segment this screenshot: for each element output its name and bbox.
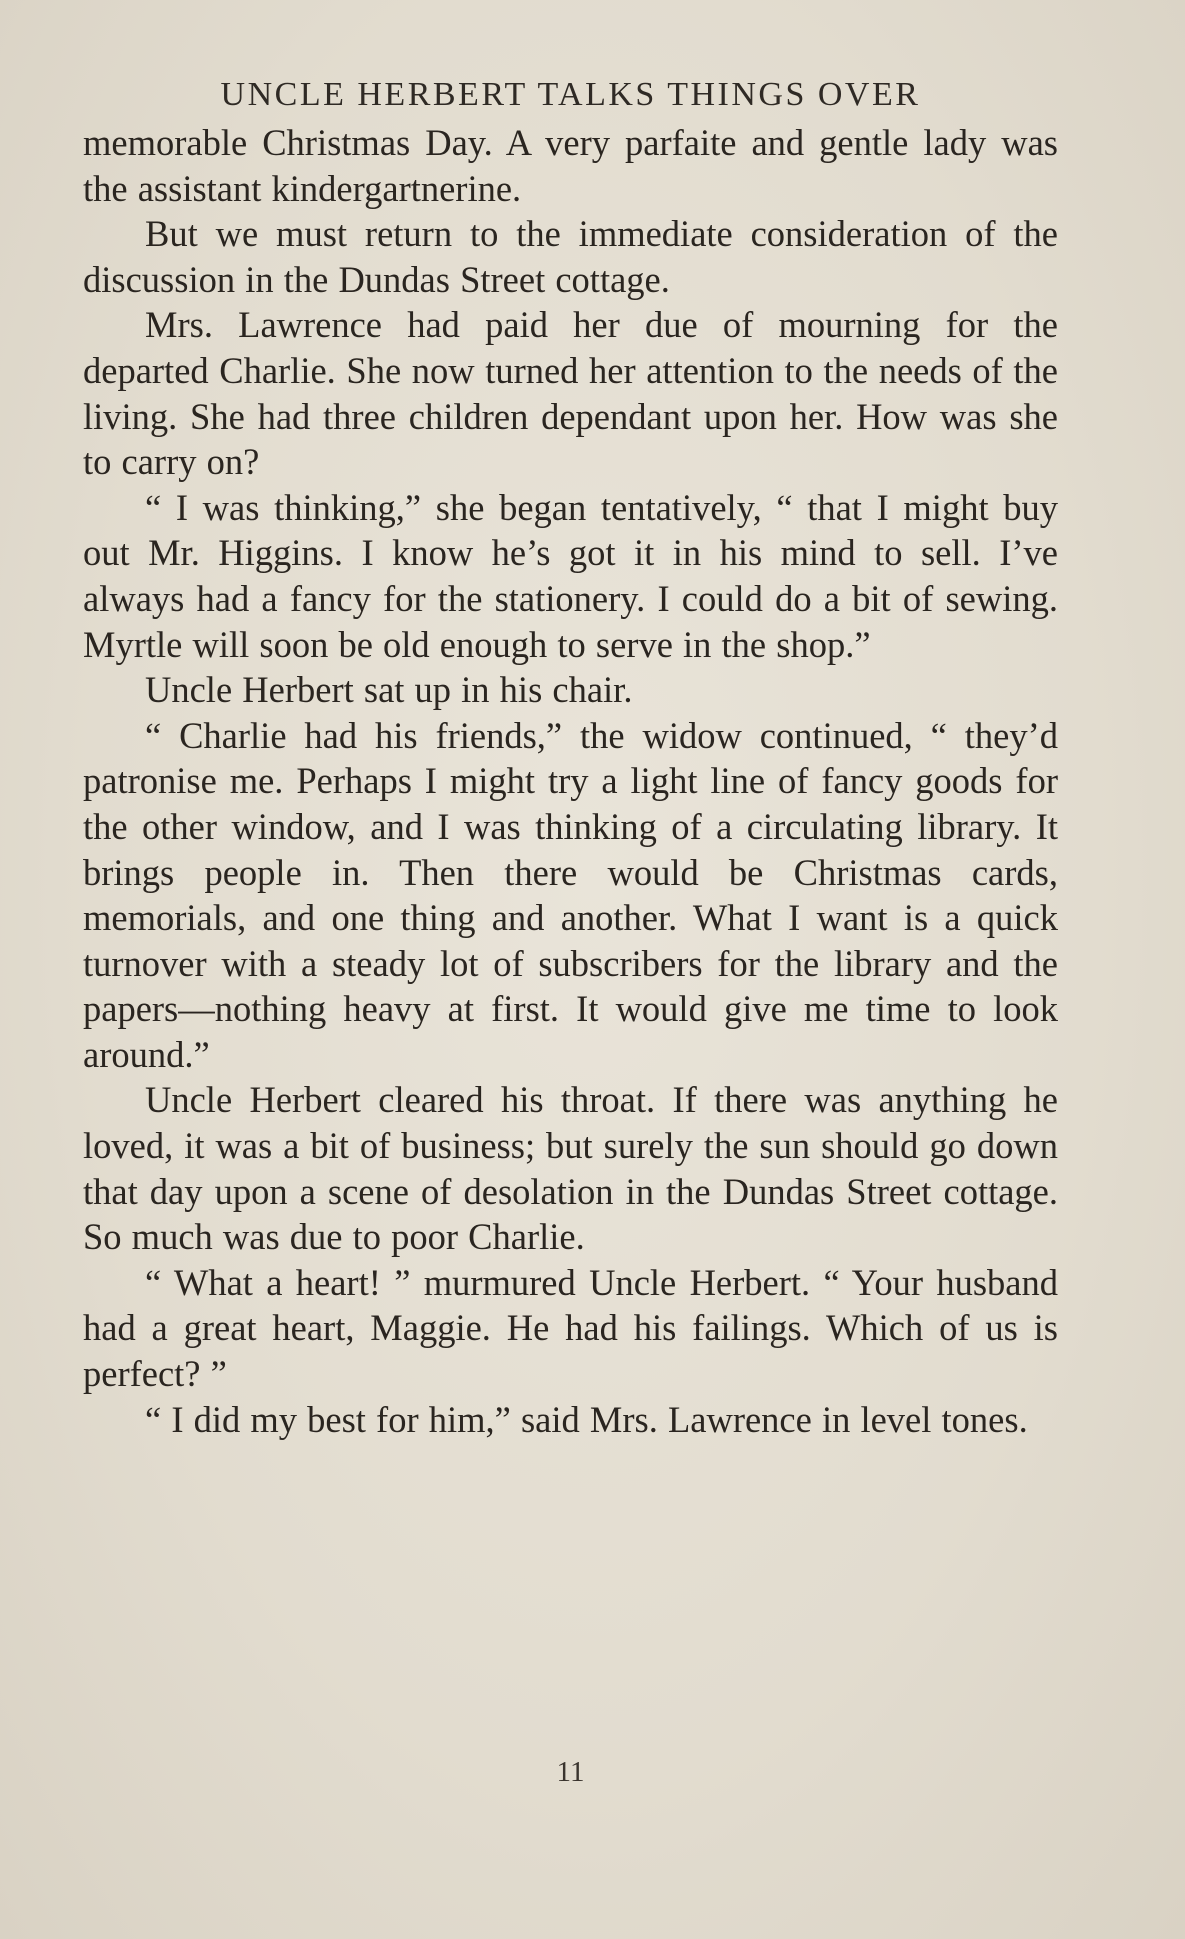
paragraph-8: “ What a heart! ” murmured Uncle Herbert. “ Your husband had a great heart, Maggie. He had his failings. Which of us is perfect? ” <box>83 1261 1058 1395</box>
running-head: UNCLE HERBERT TALKS THINGS OVER <box>220 76 921 113</box>
book-page <box>83 70 1058 1788</box>
paragraph-5: Uncle Herbert sat up in his chair. <box>145 669 633 711</box>
paragraph-7: Uncle Herbert cleared his throat. If there was anything he loved, it was a bit of business; but surely the sun should go down that day upon a scene of desolation in the Dundas Street cottage. So much was due to poor Charlie. <box>83 1079 1058 1258</box>
body-text <box>83 120 1058 1442</box>
page-number: 11 <box>556 1756 585 1788</box>
paragraph-4: “ I was thinking,” she began tentatively, “ that I might buy out Mr. Higgins. I know he’s got it in his mind to sell. I’ve always had a fancy for the stationery. I could do a bit of sewing. Myrtle will soon be old enough to serve in the shop.” <box>83 486 1058 665</box>
paragraph-9: “ I did my best for him,” said Mrs. Lawrence in level tones. <box>145 1398 1028 1440</box>
paragraph-2: But we must return to the immediate consideration of the discussion in the Dundas Street cottage. <box>83 213 1058 300</box>
paragraph-6: “ Charlie had his friends,” the widow continued, “ they’d patronise me. Perhaps I might try a light line of fancy goods for the other window, and I was thinking of a circulating library. It brings people in. Then there would be Christmas cards, memorials, and one thing and another. What I want is a quick turnover with a steady lot of subscribers for the library and the papers—nothing heavy at first. It would give me time to look around.” <box>83 714 1058 1075</box>
paragraph-3: Mrs. Lawrence had paid her due of mourning for the departed Charlie. She now turned her attention to the needs of the living. She had three children dependant upon her. How was she to carry on? <box>83 304 1058 483</box>
paragraph-1: memorable Christmas Day. A very parfaite and gentle lady was the assistant kindergartnerine. <box>83 122 1058 209</box>
